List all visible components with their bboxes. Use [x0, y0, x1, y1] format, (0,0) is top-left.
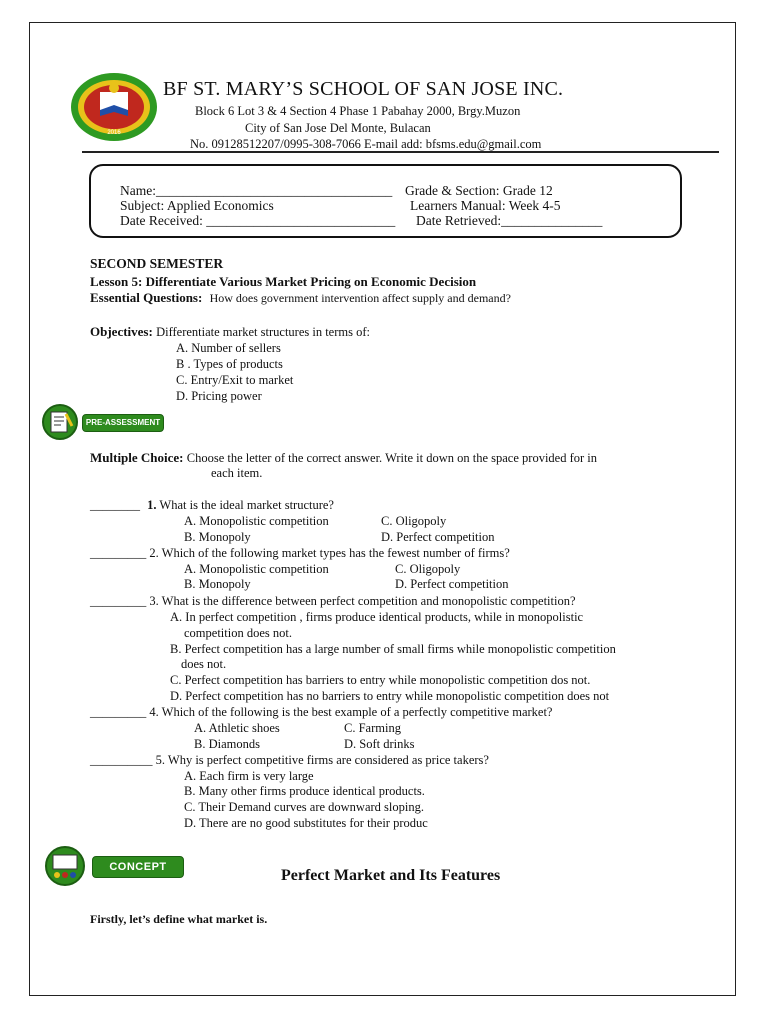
option: D. Perfect competition: [395, 577, 509, 591]
essential-questions-text: How does government intervention affect supply and demand?: [209, 291, 511, 305]
option: D. Soft drinks: [344, 737, 415, 751]
multiple-choice-label: Multiple Choice:: [90, 450, 184, 465]
question-line: _________ 2. Which of the following market types has the fewest number of firms?: [90, 546, 510, 560]
concept-badge: CONCEPT: [92, 856, 184, 878]
option: D. Perfect competition: [381, 530, 495, 544]
question-line: _________ 4. Which of the following is the best example of a perfectly competitive market?: [90, 705, 553, 719]
header-rule: [82, 151, 719, 153]
objectives-text: Differentiate market structures in terms of:: [156, 325, 370, 339]
concept-intro: Firstly, let’s define what market is.: [90, 912, 268, 926]
option-cont: competition does not.: [184, 626, 292, 640]
objectives-label: Objectives:: [90, 324, 153, 339]
option: C. Farming: [344, 721, 401, 735]
option: A. Each firm is very large: [184, 769, 314, 783]
objective-item: A. Number of sellers: [176, 341, 281, 355]
concept-title: Perfect Market and Its Features: [281, 867, 501, 884]
pre-assessment-icon: [40, 404, 82, 440]
name-field[interactable]: Name:___________________________________: [120, 183, 393, 198]
semester-heading: SECOND SEMESTER: [90, 256, 224, 271]
date-retrieved-field[interactable]: Date Retrieved:_______________: [416, 213, 603, 228]
address-line-2: City of San Jose Del Monte, Bulacan: [245, 121, 431, 135]
option: C. Perfect competition has barriers to entry while monopolistic competition dos not.: [170, 673, 591, 687]
objective-item: D. Pricing power: [176, 389, 262, 403]
option: A. Monopolistic competition: [184, 562, 329, 576]
option-cont: does not.: [181, 657, 227, 671]
option: A. In perfect competition , firms produce identical products, while in monopolistic: [170, 610, 584, 624]
option: D. There are no good substitutes for their produc: [184, 816, 428, 830]
date-received-field[interactable]: Date Received: ____________________________: [120, 213, 396, 228]
objective-item: B . Types of products: [176, 357, 283, 371]
option: A. Athletic shoes: [194, 721, 280, 735]
logo-year: 2016: [107, 130, 121, 136]
school-name: BF ST. MARY’S SCHOOL OF SAN JOSE INC.: [163, 78, 564, 100]
objective-item: C. Entry/Exit to market: [176, 373, 294, 387]
subject: Subject: Applied Economics: [120, 198, 274, 213]
option: B. Diamonds: [194, 737, 260, 751]
option: C. Their Demand curves are downward sloping.: [184, 800, 424, 814]
address-line-1: Block 6 Lot 3 & 4 Section 4 Phase 1 Pabahay 2000, Brgy.Muzon: [195, 104, 521, 118]
question-line: __________ 5. Why is perfect competitive firms are considered as price takers?: [90, 753, 489, 767]
question-text: What is the ideal market structure?: [159, 498, 334, 512]
instructions-text: Choose the letter of the correct answer. Write it down on the space provided for in: [186, 451, 598, 465]
pre-assessment-badge: PRE-ASSESSMENT: [82, 414, 164, 432]
option: A. Monopolistic competition: [184, 514, 329, 528]
school-logo: [70, 72, 158, 142]
answer-blank[interactable]: ________: [90, 498, 140, 512]
question-number: 1.: [147, 498, 157, 512]
learners-manual: Learners Manual: Week 4-5: [410, 198, 561, 213]
essential-questions-label: Essential Questions:: [90, 290, 203, 305]
lesson-title: Lesson 5: Differentiate Various Market Pricing on Economic Decision: [90, 274, 477, 289]
option: B. Monopoly: [184, 577, 251, 591]
option: B. Monopoly: [184, 530, 251, 544]
option: D. Perfect competition has no barriers to entry while monopolistic competition does not: [170, 689, 610, 703]
option: C. Oligopoly: [395, 562, 461, 576]
grade-section: Grade & Section: Grade 12: [405, 183, 553, 198]
option: B. Many other firms produce identical products.: [184, 784, 425, 798]
contact-line: No. 09128512207/0995-308-7066 E-mail add: bfsms.edu@gmail.com: [190, 137, 542, 151]
option: C. Oligopoly: [381, 514, 447, 528]
concept-icon: [43, 846, 91, 886]
option: B. Perfect competition has a large number of small firms while monopolistic competition: [170, 642, 616, 656]
question-line: _________ 3. What is the difference between perfect competition and monopolistic competition?: [90, 594, 576, 608]
instructions-text-cont: each item.: [211, 466, 263, 480]
